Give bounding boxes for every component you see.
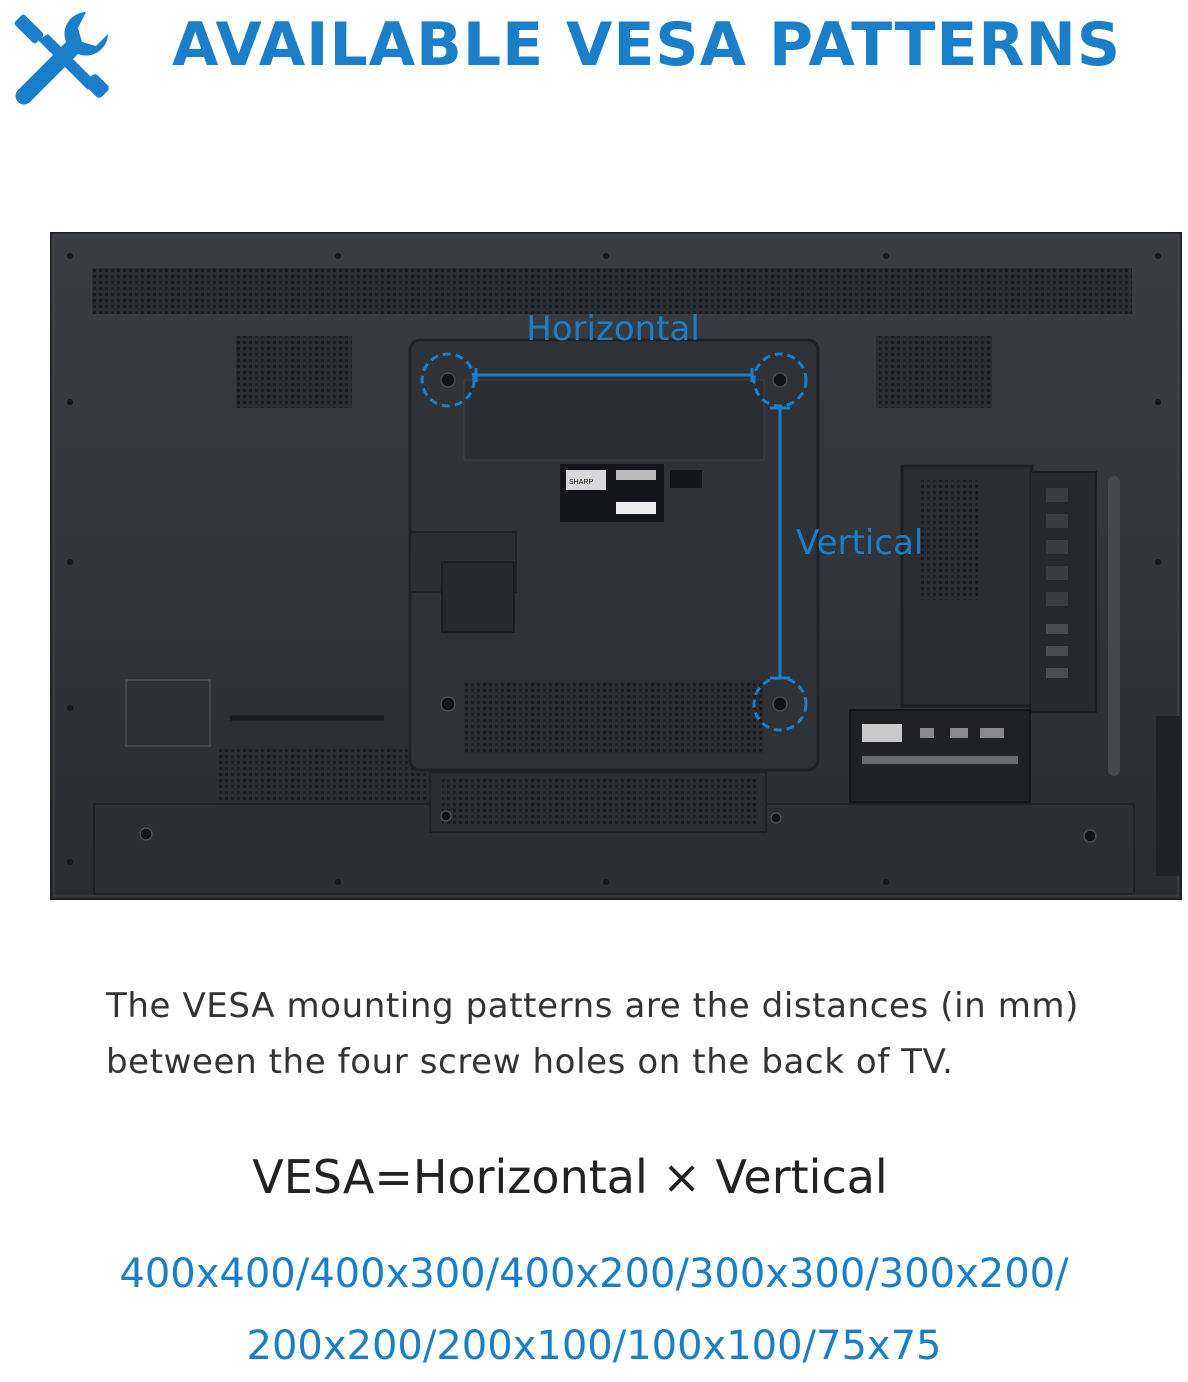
horizontal-label: Horizontal xyxy=(526,309,700,349)
vesa-pattern-list xyxy=(0,1238,1188,1382)
description xyxy=(106,978,1146,1090)
screw-hole-bottom-left xyxy=(441,697,455,711)
top-vent xyxy=(92,268,1132,314)
pattern-line-2: 200x200/200x100/100x100/75x75 xyxy=(246,1323,942,1369)
pattern-line-1: 400x400/400x300/400x200/300x300/300x200/ xyxy=(119,1251,1069,1297)
tv-back-image xyxy=(50,232,1182,900)
description-line-2: between the four screw holes on the back of TV. xyxy=(106,1042,954,1082)
screw-hole-bottom-right xyxy=(773,697,787,711)
description-line-1: The VESA mounting patterns are the distances (in mm) xyxy=(106,986,1080,1026)
page-title: AVAILABLE VESA PATTERNS xyxy=(172,10,1122,80)
vertical-label: Vertical xyxy=(796,523,924,563)
screw-hole-top-left xyxy=(441,373,455,387)
vesa-formula: VESA=Horizontal × Vertical xyxy=(252,1150,888,1204)
header xyxy=(0,0,1188,100)
brand-label: SHARP xyxy=(569,479,594,486)
tools-icon xyxy=(8,6,112,110)
screw-hole-top-right xyxy=(773,373,787,387)
